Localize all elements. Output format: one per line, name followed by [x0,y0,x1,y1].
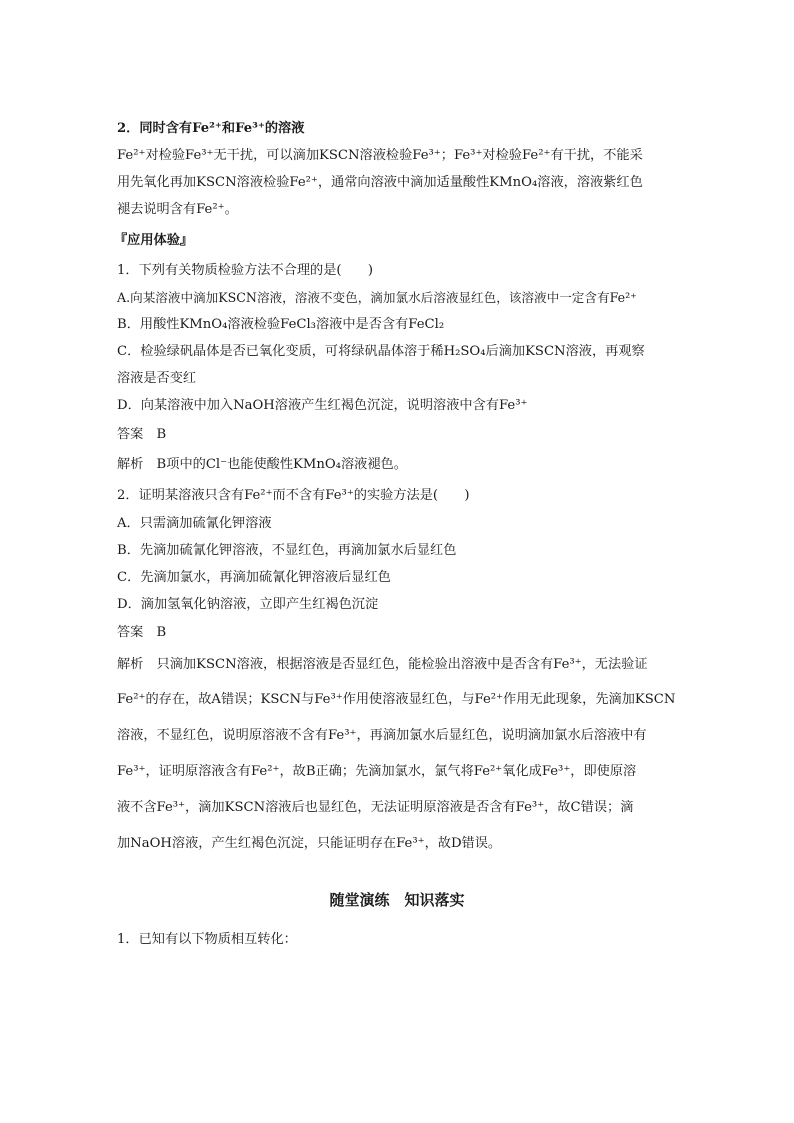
option-c-continued: 溶液是否变红 [117,371,197,386]
practice-heading: 随堂演练 知识落实 [329,891,465,909]
analysis-line: 溶液，不显红色，说明原溶液不含有Fe³⁺，再滴加氯水后显红色，说明滴加氯水后溶液中有 [117,728,647,743]
option-b: B．先滴加硫氰化钾溶液，不显红色，再滴加氯水后显红色 [117,543,457,558]
analysis-line: Fe²⁺的存在，故A错误；KSCN与Fe³⁺作用使溶液显红色，与Fe²⁺作用无此现象，先滴加KSCN [117,692,676,707]
option-b: B．用酸性KMnO₄溶液检验FeCl₃溶液中是否含有FeCl₂ [117,317,445,332]
answer: 答案 B [117,625,167,640]
analysis-line: 液不含Fe³⁺，滴加KSCN溶液后也显红色，无法证明原溶液是否含有Fe³⁺，故C错误；滴 [117,800,634,815]
option-a: A．只需滴加硫氰化钾溶液 [117,516,272,531]
option-c: C．检验绿矾晶体是否已氧化变质，可将绿矾晶体溶于稀H₂SO₄后滴加KSCN溶液，再观察 [117,344,645,359]
option-a: A.向某溶液中滴加KSCN溶液，溶液不变色，滴加氯水后溶液显红色，该溶液中一定含有Fe²⁺ [117,290,637,305]
analysis-line: Fe³⁺，证明原溶液含有Fe²⁺，故B正确；先滴加氯水，氯气将Fe²⁺氧化成Fe³⁺，即使原溶 [117,764,637,779]
analysis: 解析 B项中的Cl⁻也能使酸性KMnO₄溶液褪色。 [117,457,407,472]
question-stem: 1．下列有关物质检验方法不合理的是( ) [117,263,374,278]
option-c: C．先滴加氯水，再滴加硫氰化钾溶液后显红色 [117,570,391,585]
analysis-line: 加NaOH溶液，产生红褐色沉淀，只能证明存在Fe³⁺，故D错误。 [117,836,502,851]
section-title: 2．同时含有Fe²⁺和Fe³⁺的溶液 [117,121,305,136]
paragraph-line: 褪去说明含有Fe²⁺。 [117,202,238,217]
paragraph-line: Fe²⁺对检验Fe³⁺无干扰，可以滴加KSCN溶液检验Fe³⁺；Fe³⁺对检验Fe²⁺有干扰，不能采 [117,148,643,163]
question-stem: 1．已知有以下物质相互转化： [117,932,297,947]
answer: 答案 B [117,427,167,442]
option-d: D．滴加氢氧化钠溶液，立即产生红褐色沉淀 [117,597,379,612]
application-heading: 『应用体验』 [114,233,194,248]
paragraph-line: 用先氧化再加KSCN溶液检验Fe²⁺，通常向溶液中滴加适量酸性KMnO₄溶液，溶液紫红色 [117,175,643,190]
analysis-line: 解析 只滴加KSCN溶液，根据溶液是否显红色，能检验出溶液中是否含有Fe³⁺，无法验证 [117,657,648,672]
question-stem: 2．证明某溶液只含有Fe²⁺而不含有Fe³⁺的实验方法是( ) [117,488,470,503]
option-d: D．向某溶液中加入NaOH溶液产生红褐色沉淀，说明溶液中含有Fe³⁺ [117,398,528,413]
